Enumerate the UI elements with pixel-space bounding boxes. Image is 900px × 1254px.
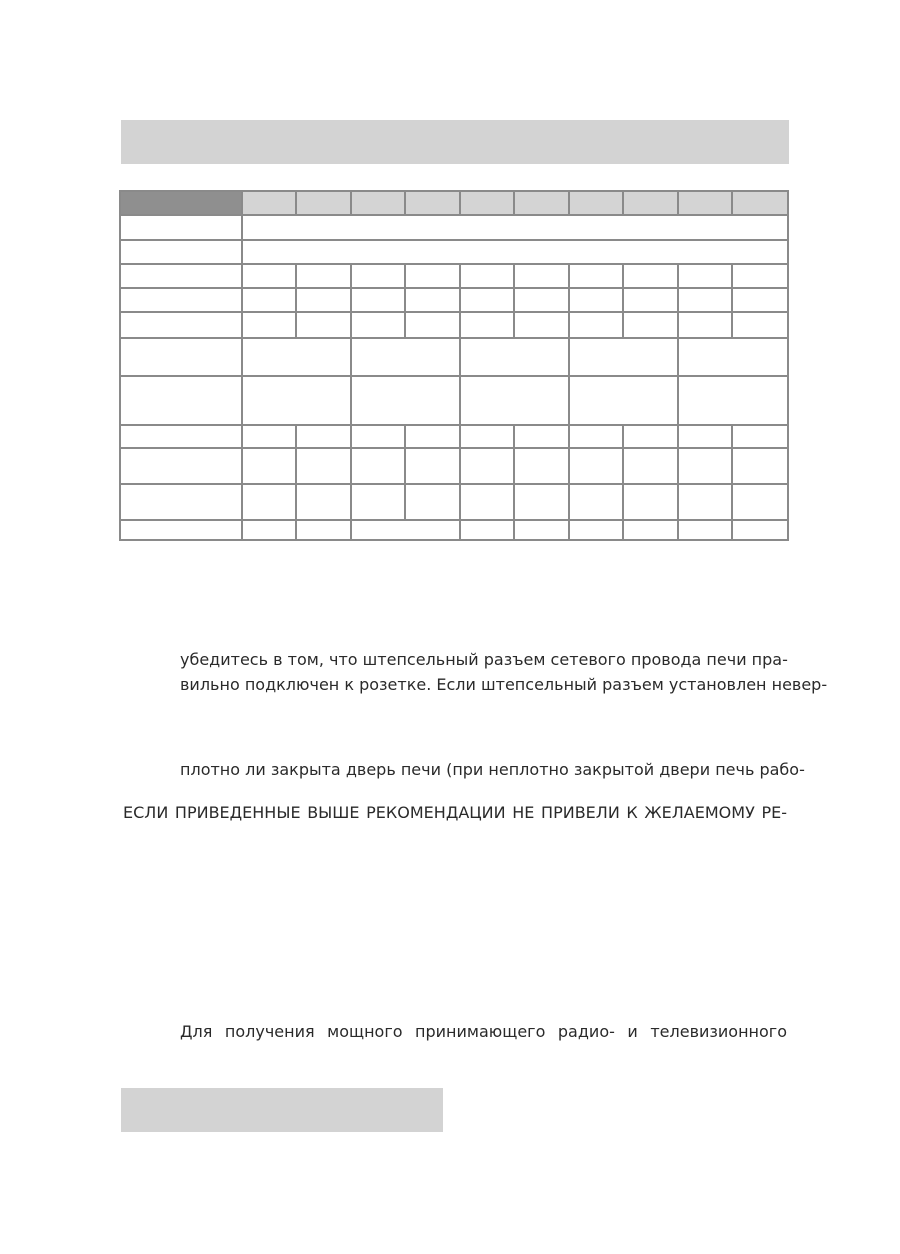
service-note-text-line: ЕСЛИ ПРИВЕДЕННЫЕ ВЫШЕ РЕКОМЕНДАЦИИ НЕ ПРИВЕЛИ К ЖЕЛАЕМОМУ РЕ- (123, 803, 787, 822)
interference-text-line: Для получения мощного принимающего радио- и телевизионного (180, 1022, 787, 1041)
section-header-bar (121, 120, 789, 164)
specifications-table-grid (119, 190, 789, 541)
subsection-header-bar (121, 1088, 443, 1132)
table-lines (120, 191, 788, 540)
check-door-text-line: плотно ли закрыта дверь печи (при неплотно закрытой двери печь рабо- (180, 760, 805, 779)
check-plug-text-line-1: убедитесь в том, что штепсельный разъем сетевого провода печи пра- (180, 650, 788, 669)
table-header-label-cell (120, 191, 241, 214)
check-plug-text-line-2: вильно подключен к розетке. Если штепсельный разъем установлен невер- (180, 675, 828, 694)
specifications-table (119, 190, 789, 541)
